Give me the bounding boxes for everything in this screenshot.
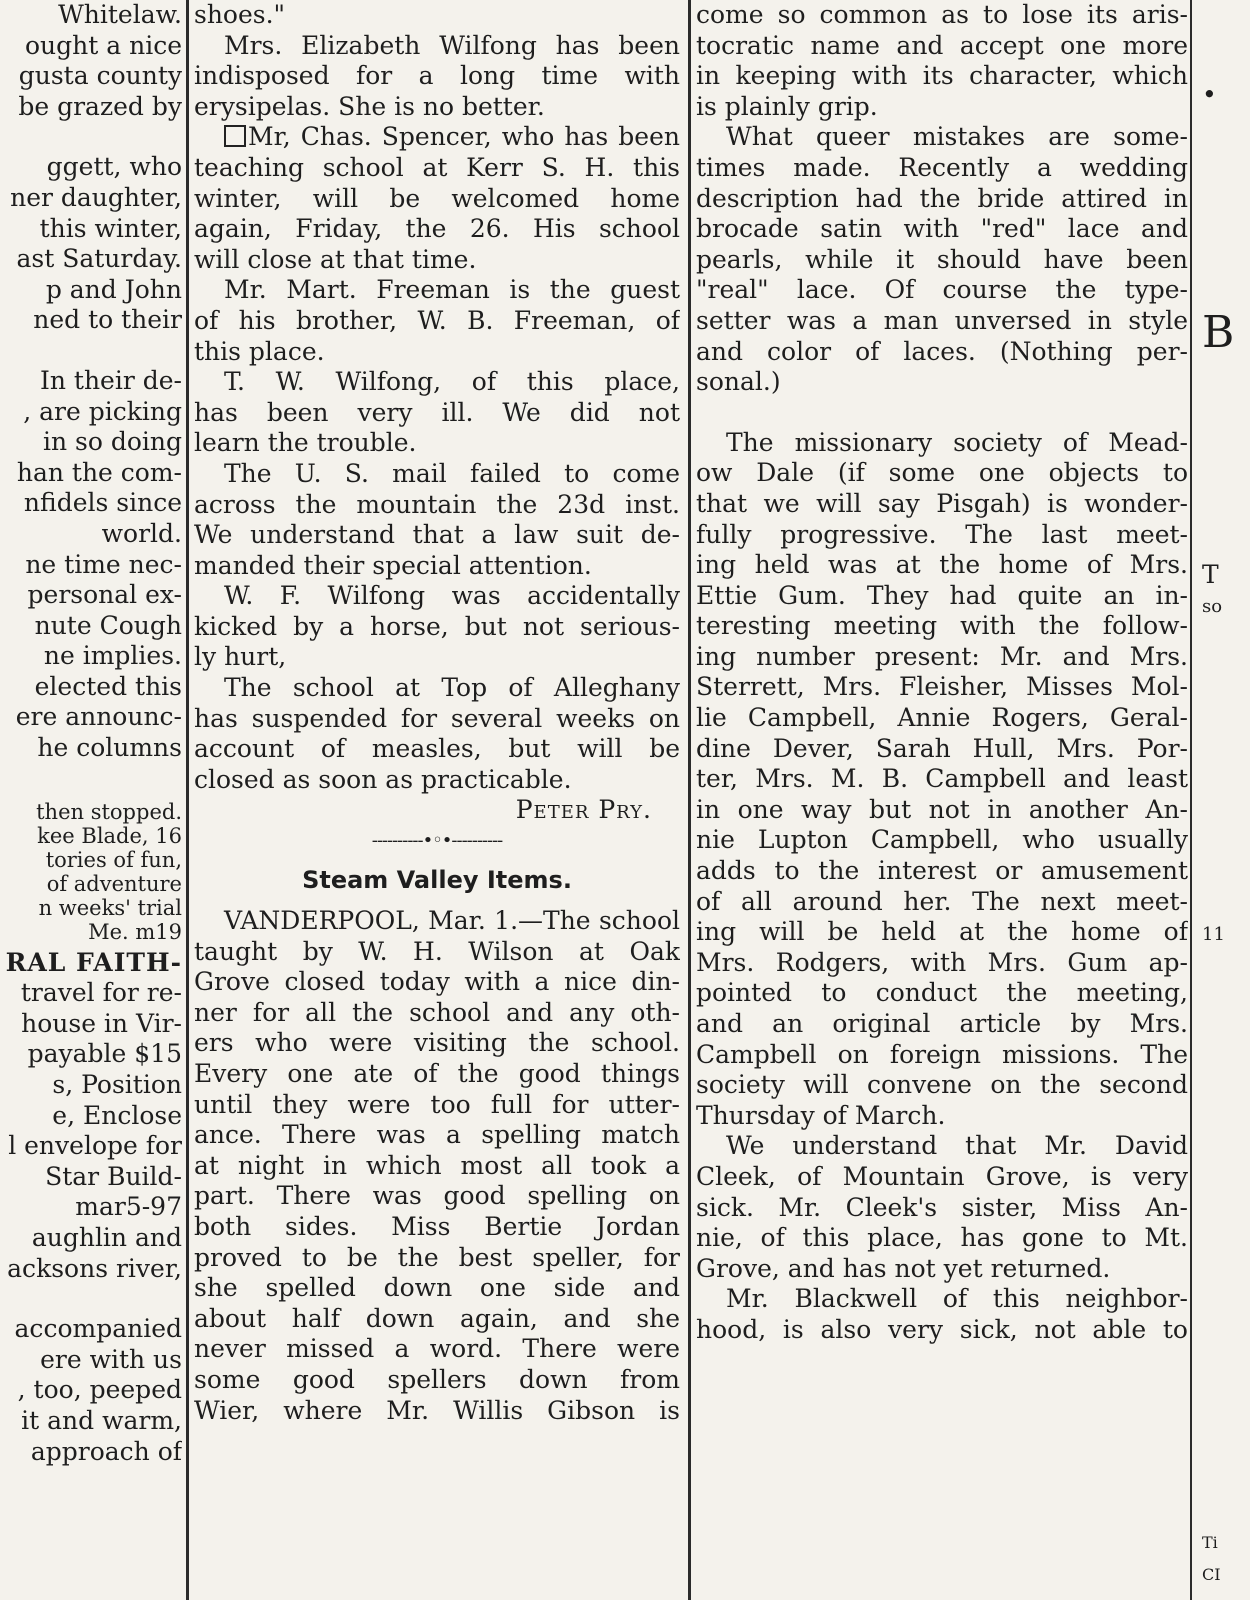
text-line: The U. S. mail failed to come xyxy=(224,458,680,488)
text-line: Mr. Blackwell of this neighbor- xyxy=(726,1284,1188,1314)
text-line: nfidels since xyxy=(23,488,182,518)
text-line: sick. Mr. Cleek's sister, Miss An- xyxy=(696,1192,1188,1222)
text-line: times made. Recently a wedding xyxy=(696,152,1188,182)
text-line: that we will say Pisgah) is wonder- xyxy=(696,488,1188,518)
text-line: We understand that a law suit de- xyxy=(194,520,680,550)
right-column-text xyxy=(696,0,1188,1346)
text-line: ere announc- xyxy=(15,702,182,732)
column-rule xyxy=(186,0,189,1600)
text-line: ner daughter, xyxy=(10,182,182,212)
text-line: Me. m19 xyxy=(88,919,182,944)
column-rule xyxy=(1190,0,1192,1600)
text-line: The school at Top of Alleghany xyxy=(224,673,680,703)
fragment: CI xyxy=(1202,1565,1221,1584)
text-line: of adventure xyxy=(46,871,182,896)
text-line: in so doing xyxy=(42,427,182,457)
text-line: tories of fun, xyxy=(45,847,182,872)
fragment: 11 xyxy=(1202,924,1225,945)
steam-valley-items xyxy=(194,906,680,1426)
checkbox-mark-icon xyxy=(224,125,246,147)
text-line: The missionary society of Mead- xyxy=(726,427,1188,457)
text-line: gusta county xyxy=(18,61,182,91)
text-line: lie Campbell, Annie Rogers, Geral- xyxy=(696,703,1188,733)
text-line: teresting meeting with the follow- xyxy=(696,611,1188,641)
text-line: han the com- xyxy=(16,457,182,487)
text-line: Every one ate of the good things xyxy=(194,1059,680,1088)
text-line: she spelled down one side and xyxy=(194,1273,680,1303)
text-line: proved to be the best speller, for xyxy=(194,1242,680,1272)
text-line: W. F. Wilfong was accidentally xyxy=(224,581,680,611)
text-line: pointed to conduct the meeting, xyxy=(696,978,1188,1008)
left-column-text xyxy=(0,0,182,794)
text-line: of all around her. The next meet- xyxy=(696,886,1188,916)
text-line: and an original article by Mrs. xyxy=(696,1009,1188,1038)
text-line: Campbell on foreign missions. The xyxy=(696,1039,1188,1069)
text-line: Mr, Chas. Spencer, who has been xyxy=(194,122,680,153)
text-line: description had the bride attired in xyxy=(696,183,1188,213)
text-line: kee Blade, 16 xyxy=(37,823,182,848)
fragment: T xyxy=(1202,560,1219,589)
text-line: elected this xyxy=(34,671,182,701)
text-line: Thursday of March. xyxy=(696,1100,946,1130)
text-line: ned to their xyxy=(33,305,182,335)
text-line: at night in which most all took a xyxy=(194,1150,680,1180)
section-heading: Steam Valley Items. xyxy=(302,866,572,895)
text-line: then stopped. xyxy=(36,799,182,824)
text-line xyxy=(0,336,182,366)
text-line: nie, of this place, has gone to Mt. xyxy=(696,1223,1188,1253)
text-line: ing will be held at the home of xyxy=(696,917,1188,947)
text-line: tocratic name and accept one more xyxy=(696,30,1188,60)
text-line: in keeping with its character, which xyxy=(696,61,1188,91)
text-line: he columns xyxy=(37,733,182,763)
text-line: about half down again, and she xyxy=(194,1303,680,1333)
text-line: Whitelaw. xyxy=(58,0,182,29)
text-line: ow Dale (if some one objects to xyxy=(696,458,1188,488)
text-line: Wier, where Mr. Willis Gibson is xyxy=(194,1395,680,1425)
text-line: is plainly grip. xyxy=(696,91,878,121)
left-column xyxy=(0,0,182,1600)
text-line: acksons river, xyxy=(7,1253,182,1283)
text-line: e, Enclose xyxy=(52,1100,182,1130)
text-line: Ettie Gum. They had quite an in- xyxy=(696,580,1188,610)
fragment: B xyxy=(1202,307,1235,358)
text-line: Grove closed today with a nice din- xyxy=(194,967,680,997)
text-line: and color of laces. (Nothing per- xyxy=(696,336,1188,366)
text-line: Mrs. Rodgers, with Mrs. Gum ap- xyxy=(696,947,1188,977)
text-line: taught by W. H. Wilson at Oak xyxy=(194,936,680,966)
text-line: We understand that Mr. David xyxy=(726,1131,1188,1161)
text-line: What queer mistakes are some- xyxy=(726,122,1188,152)
text-line: teaching school at Kerr S. H. this xyxy=(194,152,680,182)
text-line: payable $15 xyxy=(27,1039,182,1069)
text-line: it and warm, xyxy=(21,1405,182,1435)
text-line: come so common as to lose its aris- xyxy=(696,0,1188,29)
text-line: In their de- xyxy=(39,365,182,395)
text-line: closed as soon as practicable. xyxy=(194,764,572,794)
text-line: never missed a word. There were xyxy=(194,1334,680,1364)
fragment: • xyxy=(1202,80,1217,109)
text-line: this winter, xyxy=(39,213,182,243)
right-column xyxy=(696,0,1188,1600)
text-line: , too, peeped xyxy=(17,1375,182,1405)
text-line: ter, Mrs. M. B. Campbell and least xyxy=(696,764,1188,794)
text-line xyxy=(696,398,1188,428)
text-line: ast Saturday. xyxy=(16,244,182,274)
text-line: Mrs. Elizabeth Wilfong has been xyxy=(224,30,680,60)
text-line: brocade satin with "red" lace and xyxy=(696,214,1188,244)
text-line: has suspended for several weeks on xyxy=(194,703,680,733)
text-line: house in Vir- xyxy=(21,1008,182,1038)
middle-column xyxy=(194,0,680,1600)
text-line: travel for re- xyxy=(20,978,182,1008)
text-line: in one way but not in another An- xyxy=(696,794,1188,824)
text-line: approach of xyxy=(30,1436,182,1466)
text-line: T. W. Wilfong, of this place, xyxy=(224,367,680,397)
text-line: ne time nec- xyxy=(25,549,182,579)
text-line: personal ex- xyxy=(27,580,182,610)
text-line: indisposed for a long time with xyxy=(194,61,680,91)
text-line xyxy=(0,1284,182,1314)
text-line: Grove, and has not yet returned. xyxy=(696,1253,1111,1283)
text-line: l envelope for xyxy=(8,1131,182,1161)
text-line: p and John xyxy=(45,274,182,304)
text-line: ggett, who xyxy=(46,152,182,182)
text-line: dine Dever, Sarah Hull, Mrs. Por- xyxy=(696,733,1188,763)
left-column-notices xyxy=(0,948,182,1468)
text-line: society will convene on the second xyxy=(696,1070,1188,1100)
fragment: so xyxy=(1202,596,1223,617)
text-line: sonal.) xyxy=(696,367,781,397)
text-line: ere with us xyxy=(40,1344,182,1374)
text-line: fully progressive. The last meet- xyxy=(696,519,1188,549)
text-line: , are picking xyxy=(23,396,182,426)
text-line: again, Friday, the 26. His school xyxy=(194,214,680,244)
text-line: world. xyxy=(101,518,182,548)
text-line: hood, is also very sick, not able to xyxy=(696,1314,1188,1344)
text-line: learn the trouble. xyxy=(194,428,417,458)
text-line: ance. There was a spelling match xyxy=(194,1120,680,1150)
text-line: ought a nice xyxy=(25,30,182,60)
text-line: s, Position xyxy=(52,1070,182,1100)
signature: Peter Pry. xyxy=(515,795,652,825)
text-line: Mr. Mart. Freeman is the guest xyxy=(224,275,680,305)
text-line: will close at that time. xyxy=(194,244,477,274)
text-line: this place. xyxy=(194,336,325,366)
text-line xyxy=(0,764,182,794)
text-line: VANDERPOOL, Mar. 1.—The school xyxy=(224,906,680,936)
text-line: manded their special attention. xyxy=(194,550,592,580)
text-line: be grazed by xyxy=(18,91,182,121)
text-line: both sides. Miss Bertie Jordan xyxy=(194,1211,680,1241)
left-column-advertisement xyxy=(0,800,182,944)
text-line: mar5-97 xyxy=(75,1192,182,1222)
text-line: has been very ill. We did not xyxy=(194,397,680,427)
text-line: n weeks' trial xyxy=(38,895,182,920)
text-line: shoes." xyxy=(194,0,286,29)
text-line: ing number present: Mr. and Mrs. xyxy=(696,641,1188,671)
text-line: ly hurt, xyxy=(194,642,287,672)
text-line: ne implies. xyxy=(43,641,182,671)
text-line: ers who were visiting the school. xyxy=(194,1028,680,1058)
text-line: nute Cough xyxy=(34,610,182,640)
text-line: part. There was good spelling on xyxy=(194,1181,680,1211)
text-line: kicked by a horse, but not serious- xyxy=(194,611,680,641)
text-line xyxy=(0,122,182,152)
text-line: aughlin and xyxy=(31,1223,182,1252)
text-line: winter, will be welcomed home xyxy=(194,183,680,213)
text-line: ing held was at the home of Mrs. xyxy=(696,550,1188,580)
far-right-column xyxy=(1196,0,1250,1600)
text-line: erysipelas. She is no better. xyxy=(194,91,545,121)
text-line: some good spellers down from xyxy=(194,1364,680,1394)
text-line: adds to the interest or amusement xyxy=(696,856,1188,886)
text-line: accompanied xyxy=(14,1314,182,1344)
fragment: Ti xyxy=(1202,1533,1218,1552)
text-line: Cleek, of Mountain Grove, is very xyxy=(696,1161,1188,1191)
ornamental-divider: ----------•◦•---------- xyxy=(371,830,503,852)
column-rule xyxy=(688,0,691,1600)
text-line: nie Lupton Campbell, who usually xyxy=(696,825,1188,855)
text-line: account of measles, but will be xyxy=(194,734,680,764)
text-line: until they were too full for utter- xyxy=(194,1089,680,1119)
text-line: "real" lace. Of course the type- xyxy=(696,275,1188,305)
text-line: RAL FAITH- xyxy=(5,947,182,977)
text-line: ner for all the school and any oth- xyxy=(194,997,680,1027)
text-line: setter was a man unversed in style xyxy=(696,305,1188,335)
text-line: Sterrett, Mrs. Fleisher, Misses Mol- xyxy=(696,672,1188,702)
local-news-items xyxy=(194,0,680,795)
text-line: pearls, while it should have been xyxy=(696,244,1188,274)
text-line: of his brother, W. B. Freeman, of xyxy=(194,305,680,335)
text-line: Star Build- xyxy=(45,1161,182,1191)
text-line: across the mountain the 23d inst. xyxy=(194,489,680,519)
